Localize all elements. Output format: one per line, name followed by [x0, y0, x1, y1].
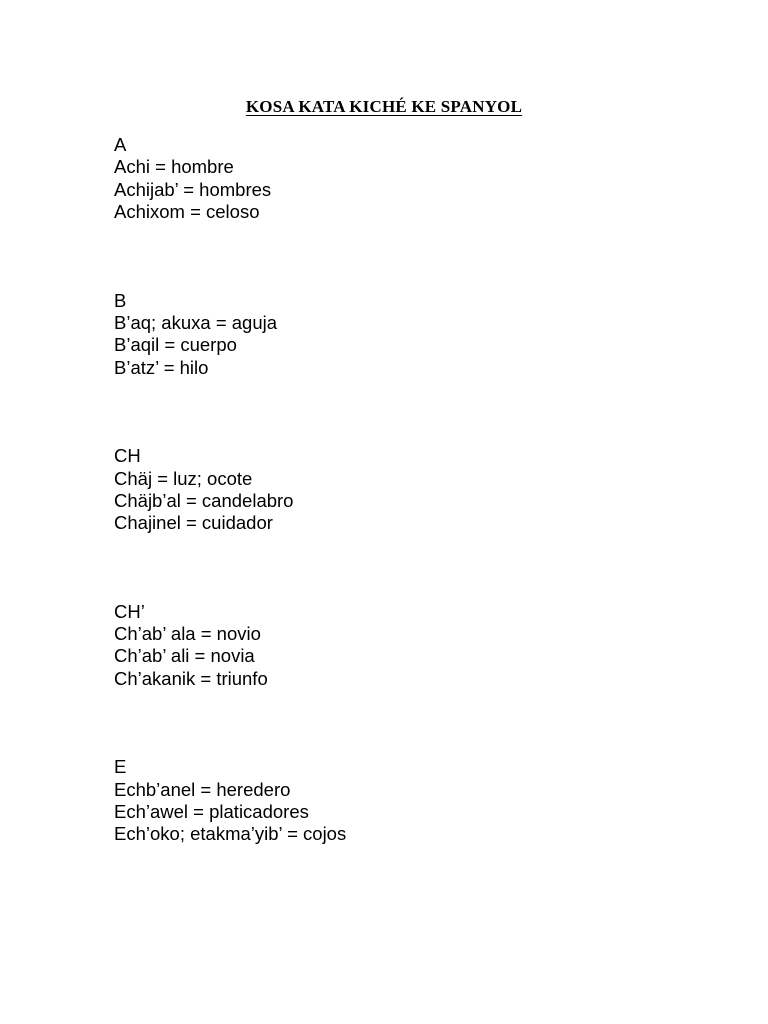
section-e [114, 756, 674, 846]
vocabulary-entry: Ech’oko; etakma’yib’ = cojos [114, 823, 347, 845]
section-ch [114, 445, 674, 535]
vocabulary-entry: Ech’awel = platicadores [114, 801, 309, 823]
vocabulary-entry: B’aqil = cuerpo [114, 334, 237, 356]
vocabulary-entry: Echb’anel = heredero [114, 778, 291, 800]
vocabulary-entry: Achi = hombre [114, 156, 234, 178]
section-heading: CH [114, 445, 141, 467]
vocabulary-entry: Chäjb’al = candelabro [114, 489, 294, 511]
section-heading: CH’ [114, 600, 145, 622]
vocabulary-list [114, 134, 674, 912]
vocabulary-entry: Chäj = luz; ocote [114, 467, 253, 489]
section-ch-apostrophe [114, 601, 674, 691]
vocabulary-entry: Chajinel = cuidador [114, 512, 273, 534]
vocabulary-entry: Achijab’ = hombres [114, 178, 272, 200]
section-a [114, 134, 674, 224]
section-heading: B [114, 289, 127, 311]
vocabulary-entry: Ch’akanik = triunfo [114, 667, 268, 689]
vocabulary-entry: Ch’ab’ ali = novia [114, 645, 255, 667]
document-title: KOSA KATA KICHÉ KE SPANYOL [245, 97, 523, 116]
vocabulary-entry: B’aq; akuxa = aguja [114, 311, 278, 333]
section-heading: A [114, 134, 127, 155]
section-b [114, 290, 674, 380]
vocabulary-entry: Ch’ab’ ala = novio [114, 623, 261, 645]
vocabulary-entry: Achixom = celoso [114, 201, 260, 223]
vocabulary-entry: B’atz’ = hilo [114, 356, 209, 378]
section-heading: E [114, 756, 127, 778]
